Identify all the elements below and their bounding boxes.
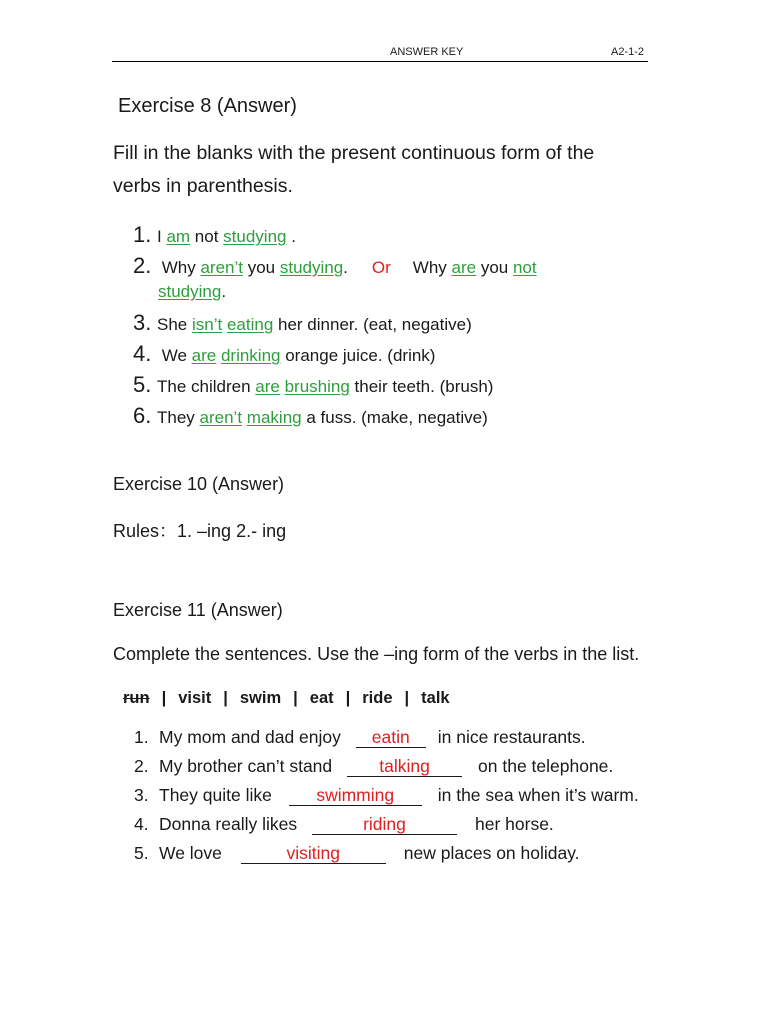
item-text: in the sea when it’s warm. (437, 785, 639, 805)
answer-text: are (255, 377, 280, 396)
exercise8-title: Exercise 8 (Answer) (118, 95, 297, 117)
item-text: They quite like (159, 785, 272, 805)
verb-word: ride (362, 689, 393, 707)
answer-text: making (246, 408, 302, 427)
exercise11-item-2 (134, 756, 613, 777)
verb-separator: | (404, 689, 410, 707)
exercise8-item-1 (133, 222, 296, 248)
item-text: Why (412, 258, 452, 277)
exercise8-item-3 (133, 310, 472, 336)
answer-blank: talking (347, 756, 462, 777)
item-number: 4. (133, 341, 152, 366)
answer-text: studying (223, 227, 287, 246)
exercise8-item-6 (133, 403, 488, 429)
answer-text: studying (158, 282, 222, 301)
item-text: her dinner. (eat, negative) (273, 315, 472, 334)
item-text: They (157, 408, 200, 427)
item-text: you (242, 258, 280, 277)
item-number: 4. (134, 814, 149, 834)
exercise8-instruction-line2: verbs in parenthesis. (113, 175, 293, 197)
exercise8-item-2 (133, 253, 537, 279)
answer-blank: visiting (241, 843, 386, 864)
item-text: My brother can’t stand (159, 756, 333, 776)
item-number: 3. (133, 310, 152, 335)
answer-text: brushing (284, 377, 350, 396)
item-text: on the telephone. (478, 756, 614, 776)
exercise11-title: Exercise 11 (Answer) (113, 600, 283, 620)
item-text: you (476, 258, 513, 277)
item-text: We (157, 346, 192, 365)
exercise11-item-1 (134, 727, 586, 748)
item-number: 1. (134, 727, 149, 747)
item-text: My mom and dad enjoy (159, 727, 341, 747)
answer-text: am (166, 227, 191, 246)
item-text: her horse. (475, 814, 554, 834)
answer-blank: eatin (356, 727, 426, 748)
item-text: . (286, 227, 296, 246)
verb-word: eat (309, 689, 334, 707)
answer-text: aren’t (200, 258, 243, 277)
exercise8-item-4 (133, 341, 435, 367)
item-text: I (157, 227, 167, 246)
item-text: new places on holiday. (403, 843, 580, 863)
exercise11-item-5 (134, 843, 580, 864)
header-title: ANSWER KEY (390, 46, 464, 58)
or-label: Or (371, 258, 391, 277)
item-number: 5. (134, 843, 149, 863)
item-text: Donna really likes (159, 814, 298, 834)
item-number: 3. (134, 785, 149, 805)
item-text: We love (159, 843, 222, 863)
item-text: not (190, 227, 224, 246)
item-number: 2. (134, 756, 149, 776)
item-text: . (221, 282, 227, 301)
item-text: The children (157, 377, 256, 396)
item-text: orange juice. (drink) (280, 346, 436, 365)
exercise8-item-5 (133, 372, 493, 398)
answer-text: drinking (220, 346, 281, 365)
item-text: . (343, 258, 348, 277)
item-text: Why (157, 258, 201, 277)
verb-word: visit (178, 689, 212, 707)
exercise10-title: Exercise 10 (Answer) (113, 474, 285, 494)
verb-separator: | (345, 689, 351, 707)
answer-blank: swimming (289, 785, 422, 806)
answer-text: isn’t (191, 315, 223, 334)
answer-blank: riding (312, 814, 457, 835)
answer-text: aren’t (199, 408, 243, 427)
item-text: in nice restaurants. (437, 727, 586, 747)
verb-separator: | (293, 689, 298, 707)
exercise11-instruction: Complete the sentences. Use the –ing form of the verbs in the list. (113, 644, 640, 664)
verb-word: talk (421, 689, 450, 707)
item-number: 5. (133, 372, 152, 397)
item-number: 6. (133, 403, 152, 428)
header-rule (112, 61, 648, 62)
item-text: She (157, 315, 192, 334)
answer-text: eating (226, 315, 274, 334)
verb-separator: | (161, 689, 167, 707)
header-code: A2-1-2 (611, 46, 645, 58)
exercise11-item-4 (134, 814, 554, 835)
answer-text: studying (279, 258, 344, 277)
verb-word: swim (239, 689, 282, 707)
exercise11-item-3 (134, 785, 639, 806)
exercise8-instruction-line1: Fill in the blanks with the present continuous form of the (113, 142, 595, 164)
item-text: a fuss. (make, negative) (301, 408, 488, 427)
answer-text: are (191, 346, 217, 365)
exercise8-item-2-continued (158, 282, 226, 302)
verb-list (123, 689, 450, 708)
exercise10-rules: Rules：1. –ing 2.- ing (113, 521, 287, 541)
answer-text: not (512, 258, 537, 277)
verb-word: run (123, 689, 150, 707)
verb-separator: | (223, 689, 228, 707)
item-text: their teeth. (brush) (349, 377, 494, 396)
item-number: 1. (133, 222, 152, 247)
answer-text: are (451, 258, 477, 277)
item-number: 2. (133, 253, 152, 278)
